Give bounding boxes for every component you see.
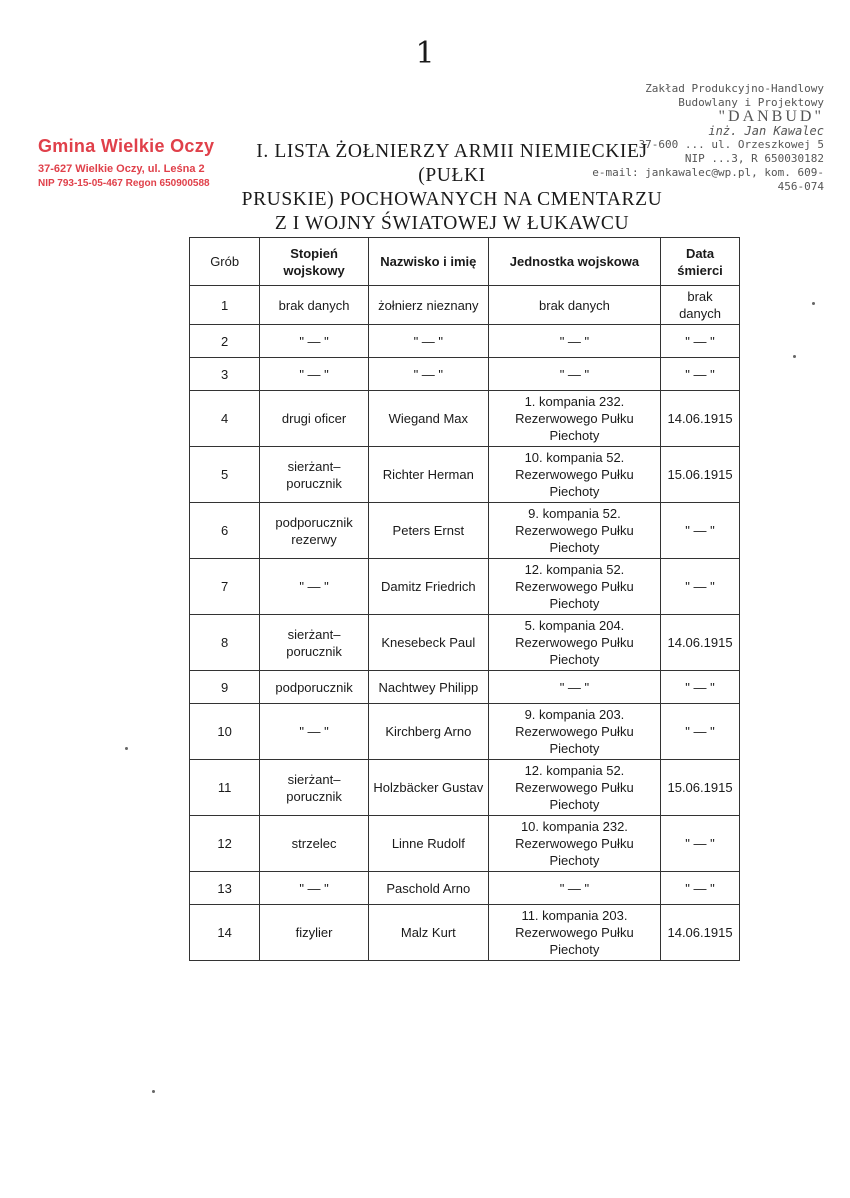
cell-name: " — " [368,325,488,358]
cell-date: " — " [661,671,740,704]
cell-name: Nachtwey Philipp [368,671,488,704]
cell-unit: 9. kompania 52. Rezerwowego Pułku Piechoty [488,503,660,559]
cell-grave: 8 [190,615,260,671]
company-stamp-line: e-mail: jankawalec@wp.pl, kom. 609-456-074 [592,166,824,193]
cell-unit: " — " [488,872,660,905]
table-row [190,671,740,704]
cell-date: 14.06.1915 [661,391,740,447]
cell-grave: 13 [190,872,260,905]
cell-name: Peters Ernst [368,503,488,559]
cell-grave: 2 [190,325,260,358]
header-date: Data śmierci [661,238,740,286]
table-row [190,615,740,671]
cell-grave: 14 [190,905,260,961]
cell-date: " — " [661,872,740,905]
table-row [190,325,740,358]
scan-speck [793,355,796,358]
cell-unit: " — " [488,325,660,358]
title-line: PRUSKIE) POCHOWANYCH NA CMENTARZU [241,189,663,210]
cell-unit: 10. kompania 232. Rezerwowego Pułku Piechoty [488,816,660,872]
cell-grave: 6 [190,503,260,559]
title-line: Z I WOJNY ŚWIATOWEJ W ŁUKAWCU [274,213,630,234]
cell-name: Holzbäcker Gustav [368,760,488,816]
cell-name: Wiegand Max [368,391,488,447]
municipality-stamp-line: Gmina Wielkie Oczy [38,136,215,156]
cell-rank: " — " [260,704,369,760]
cell-rank: sierżant–porucznik [260,615,369,671]
cell-date: " — " [661,325,740,358]
table-row [190,816,740,872]
soldiers-table [189,237,740,961]
cell-grave: 7 [190,559,260,615]
header-rank: Stopień wojskowy [260,238,369,286]
cell-date: " — " [661,503,740,559]
table-body [190,286,740,961]
cell-date: 14.06.1915 [661,615,740,671]
cell-rank: podporucznik [260,671,369,704]
title-line: I. LISTA ŻOŁNIERZY ARMII NIEMIECKIEJ (PUŁKI [256,141,648,186]
cell-unit: 1. kompania 232. Rezerwowego Pułku Piechoty [488,391,660,447]
cell-unit: " — " [488,671,660,704]
table-row [190,760,740,816]
cell-unit: 12. kompania 52. Rezerwowego Pułku Piechoty [488,559,660,615]
cell-name: Paschold Arno [368,872,488,905]
municipality-stamp-line: NIP 793-15-05-467 Regon 650900588 [38,178,210,189]
cell-name: żołnierz nieznany [368,286,488,325]
cell-rank: sierżant–porucznik [260,760,369,816]
company-stamp-line: "DANBUD" [718,108,824,125]
municipality-stamp [38,136,214,189]
table-header-row [190,238,740,286]
header-unit: Jednostka wojskowa [488,238,660,286]
scan-speck [812,302,815,305]
cell-rank: " — " [260,358,369,391]
cell-name: Malz Kurt [368,905,488,961]
cell-grave: 10 [190,704,260,760]
table-row [190,905,740,961]
cell-name: " — " [368,358,488,391]
cell-date: brak danych [661,286,740,325]
cell-rank: podporucznik rezerwy [260,503,369,559]
cell-name: Richter Herman [368,447,488,503]
cell-grave: 1 [190,286,260,325]
cell-date: 14.06.1915 [661,905,740,961]
table-row [190,391,740,447]
cell-rank: brak danych [260,286,369,325]
cell-name: Knesebeck Paul [368,615,488,671]
company-stamp-line: Zakład Produkcyjno-Handlowy [645,82,824,95]
cell-grave: 11 [190,760,260,816]
company-stamp-line: inż. Jan Kawalec [708,124,824,138]
cell-date: 15.06.1915 [661,760,740,816]
cell-unit: 11. kompania 203. Rezerwowego Pułku Piechoty [488,905,660,961]
scan-speck [152,1090,155,1093]
cell-grave: 4 [190,391,260,447]
cell-grave: 5 [190,447,260,503]
cell-rank: fizylier [260,905,369,961]
cell-unit: 12. kompania 52. Rezerwowego Pułku Piechoty [488,760,660,816]
company-stamp-line: NIP ...3, R 650030182 [684,152,824,165]
cell-grave: 12 [190,816,260,872]
cell-unit: 5. kompania 204. Rezerwowego Pułku Piechoty [488,615,660,671]
cell-grave: 9 [190,671,260,704]
cell-rank: drugi oficer [260,391,369,447]
cell-unit: 10. kompania 52. Rezerwowego Pułku Piechoty [488,447,660,503]
table-row [190,447,740,503]
cell-rank: sierżant–porucznik [260,447,369,503]
cell-unit: 9. kompania 203. Rezerwowego Pułku Piechoty [488,704,660,760]
header-grave: Grób [190,238,260,286]
scan-speck [125,747,128,750]
table-row [190,503,740,559]
cell-rank: strzelec [260,816,369,872]
page-number: 1 [415,36,435,71]
table-row [190,358,740,391]
municipality-stamp-line: 37-627 Wielkie Oczy, ul. Leśna 2 [38,163,205,175]
cell-unit: " — " [488,358,660,391]
cell-name: Linne Rudolf [368,816,488,872]
table-row [190,559,740,615]
cell-rank: " — " [260,872,369,905]
cell-date: " — " [661,559,740,615]
cell-date: " — " [661,358,740,391]
company-stamp-line: Budowlany i Projektowy [678,96,824,109]
cell-date: " — " [661,704,740,760]
cell-date: " — " [661,816,740,872]
cell-rank: " — " [260,325,369,358]
header-name: Nazwisko i imię [368,238,488,286]
cell-date: 15.06.1915 [661,447,740,503]
table-row [190,286,740,325]
cell-name: Kirchberg Arno [368,704,488,760]
cell-grave: 3 [190,358,260,391]
document-title [222,140,682,236]
company-stamp-line: 37-600 ... ul. Orzeszkowej 5 [638,138,824,151]
cell-name: Damitz Friedrich [368,559,488,615]
table-row [190,704,740,760]
table-row [190,872,740,905]
cell-rank: " — " [260,559,369,615]
cell-unit: brak danych [488,286,660,325]
